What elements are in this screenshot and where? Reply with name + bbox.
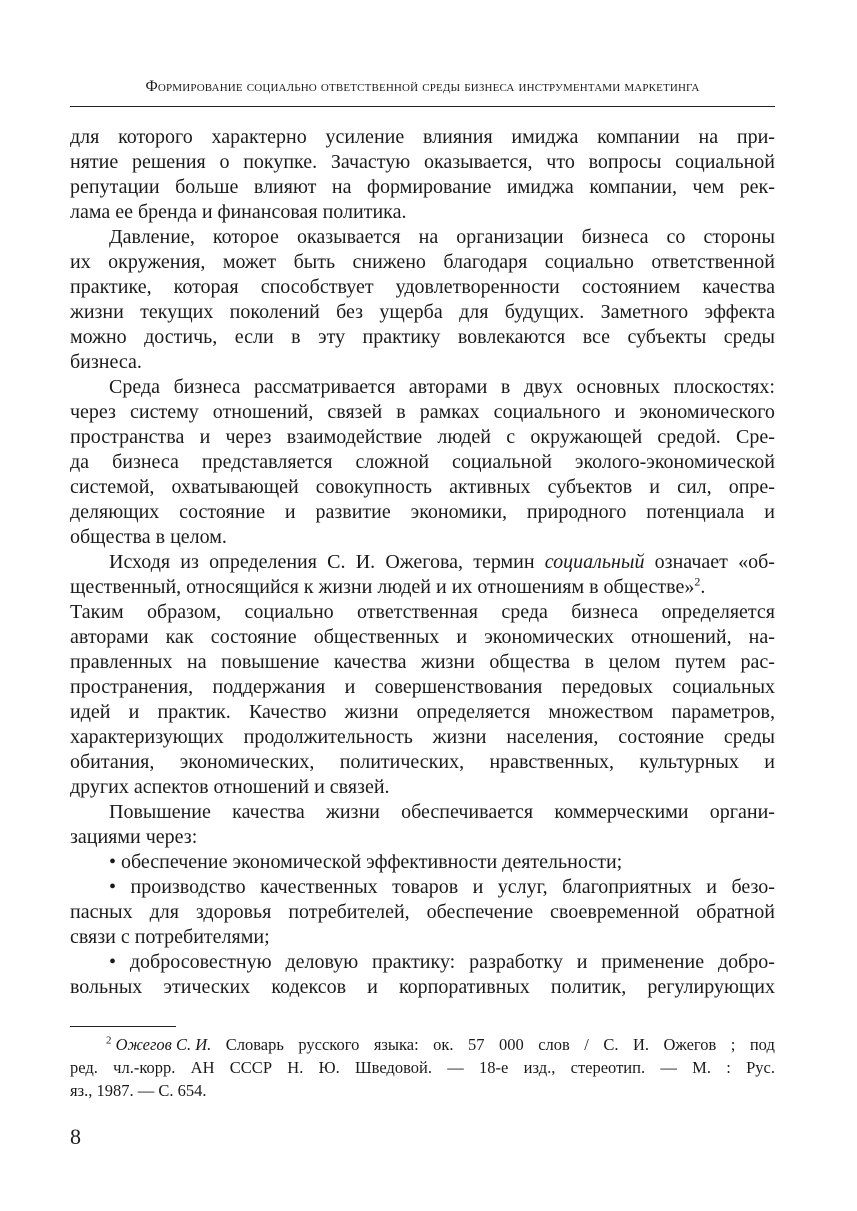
- word: покупке.: [243, 151, 318, 173]
- word: жизни: [344, 701, 399, 723]
- word: •: [109, 876, 117, 898]
- word: авторами: [408, 376, 488, 398]
- word: /: [584, 1035, 589, 1054]
- word: русского: [298, 1035, 360, 1054]
- word: •: [109, 951, 117, 973]
- word: обеспечение: [426, 901, 534, 923]
- word: их: [70, 251, 91, 273]
- word: социально: [244, 601, 334, 623]
- text-line-ozhegov: [70, 550, 775, 575]
- word: безо-: [731, 876, 775, 898]
- word: поддержания: [212, 676, 326, 698]
- word: Рус.: [746, 1058, 775, 1077]
- word: идей: [70, 701, 111, 723]
- word: на: [187, 651, 207, 673]
- word: правленных: [70, 651, 173, 673]
- word: средой.: [657, 426, 721, 448]
- bullet-item: [70, 950, 775, 975]
- word: рек-: [739, 176, 775, 198]
- word: характеризующих: [70, 726, 224, 748]
- word: вольных: [70, 976, 143, 998]
- word: общественных: [313, 626, 440, 648]
- word: Зачастую: [330, 151, 411, 173]
- footnote-lead: [106, 1033, 211, 1056]
- word: означает: [654, 551, 728, 573]
- word: для: [149, 901, 179, 923]
- word: совокупность: [315, 476, 433, 498]
- word: социальной: [675, 151, 775, 173]
- word: И.: [632, 1035, 650, 1054]
- word: обитания,: [70, 751, 155, 773]
- word: влияния: [422, 126, 493, 148]
- word: экономических: [484, 626, 614, 648]
- text-line: [70, 475, 775, 500]
- text-line: [70, 425, 775, 450]
- word: в: [500, 376, 511, 398]
- word: опре-: [728, 476, 775, 498]
- word: определения: [209, 551, 317, 573]
- word: ответственной: [651, 251, 775, 273]
- text-line: [70, 600, 775, 625]
- word: благоприятных: [562, 876, 692, 898]
- word: больше: [175, 176, 239, 198]
- word: социально: [544, 251, 634, 273]
- word: 000: [499, 1035, 524, 1054]
- word: и: [456, 626, 468, 648]
- word: субъектов: [547, 476, 633, 498]
- word: «об-: [738, 551, 775, 573]
- word: состоянием: [581, 276, 681, 298]
- word: Повышение: [109, 801, 211, 823]
- text-line: [70, 975, 775, 1000]
- word: развитие: [315, 501, 391, 523]
- word: и: [764, 751, 775, 773]
- bullet-item: • обеспечение экономической эффективности деятельности;: [109, 851, 623, 873]
- word: АН: [190, 1058, 215, 1077]
- word: на: [331, 176, 352, 198]
- word: можно: [70, 326, 127, 348]
- word: ответственная: [357, 601, 478, 623]
- word: что: [546, 151, 575, 173]
- word: своевременной: [550, 901, 680, 923]
- text-line: [70, 500, 775, 525]
- word: на: [418, 226, 439, 248]
- word: компании: [597, 126, 680, 148]
- word: как: [165, 626, 194, 648]
- word: совершенствования: [374, 676, 543, 698]
- word: стороны: [703, 226, 775, 248]
- word: и: [367, 976, 378, 998]
- word: да: [70, 451, 90, 473]
- word: текущих: [140, 301, 214, 323]
- word: природного: [526, 501, 627, 523]
- word: взаимодействие: [286, 426, 423, 448]
- text-line: [70, 650, 775, 675]
- word: в: [396, 401, 406, 423]
- word: повышение: [221, 651, 320, 673]
- word: и: [614, 401, 626, 423]
- word: и: [649, 476, 660, 498]
- text-line: общества в целом.: [70, 526, 227, 548]
- word: С.: [603, 1035, 619, 1054]
- word: ;: [730, 1035, 736, 1054]
- word: кодексов: [271, 976, 347, 998]
- word: изд.,: [523, 1058, 556, 1077]
- footnote-rule: [70, 1026, 176, 1027]
- word: имиджа: [511, 126, 579, 148]
- italic-term: социальный: [544, 551, 645, 573]
- word: —: [447, 1058, 464, 1077]
- word: регулирующих: [647, 976, 775, 998]
- word: среда: [501, 601, 548, 623]
- word: общества: [489, 651, 571, 673]
- word: этических: [163, 976, 251, 998]
- text-line: других аспектов отношений и связей.: [70, 776, 390, 798]
- word: качественных: [260, 876, 378, 898]
- word: активных: [449, 476, 531, 498]
- book-page: [70, 0, 775, 1211]
- word: рас-: [740, 651, 775, 673]
- word: поколений: [229, 301, 320, 323]
- word: жизни: [70, 301, 124, 323]
- word: влияют: [253, 176, 317, 198]
- word: ред.: [70, 1058, 98, 1077]
- word: под: [749, 1035, 775, 1054]
- word: достичь,: [144, 326, 218, 348]
- word: добро-: [717, 951, 775, 973]
- text-line: лама ее бренда и финансовая политика.: [70, 201, 407, 223]
- word: деляющих: [70, 501, 160, 523]
- word: эту: [318, 326, 346, 348]
- word: Шведовой.: [354, 1058, 432, 1077]
- word: обеспечивается: [401, 801, 534, 823]
- word: на: [698, 126, 719, 148]
- word: политических,: [339, 751, 465, 773]
- word: со: [666, 226, 686, 248]
- footnote-line: [70, 1056, 775, 1079]
- footnote: [70, 1033, 775, 1102]
- word: плоскостях:: [673, 376, 775, 398]
- header-rule: [70, 106, 775, 107]
- word: и: [344, 676, 356, 698]
- word: параметров,: [671, 701, 775, 723]
- word: снижено: [352, 251, 426, 273]
- word: практику: [362, 326, 441, 348]
- word: благодаря: [443, 251, 528, 273]
- text-line: [70, 675, 775, 700]
- word: Давление,: [109, 226, 195, 248]
- word: рамках: [419, 401, 480, 423]
- word: и: [284, 501, 296, 523]
- word: без: [336, 301, 364, 323]
- word: слов: [538, 1035, 570, 1054]
- word: компании,: [589, 176, 677, 198]
- word: нятие: [70, 151, 119, 173]
- text-line: [70, 400, 775, 425]
- word: культурных: [639, 751, 739, 773]
- word: 18-е: [479, 1058, 509, 1077]
- word: окружающей: [530, 426, 643, 448]
- word: в: [291, 326, 301, 348]
- word: будущих.: [504, 301, 585, 323]
- word: основных: [576, 376, 661, 398]
- word: и: [472, 876, 484, 898]
- text-line: [70, 175, 775, 200]
- word: здоровья: [195, 901, 272, 923]
- word: термин: [473, 551, 535, 573]
- word: оказывается,: [423, 151, 533, 173]
- word: если: [234, 326, 274, 348]
- word: Ю.: [318, 1058, 340, 1077]
- text-line: [70, 725, 775, 750]
- word: потребителей,: [288, 901, 410, 923]
- word: при-: [736, 126, 775, 148]
- word: отношений,: [631, 626, 732, 648]
- word: социальной: [452, 451, 552, 473]
- word: представляется: [201, 451, 333, 473]
- word: населения,: [506, 726, 599, 748]
- word: передовых: [561, 676, 654, 698]
- word: И.: [355, 551, 376, 573]
- word: характерно: [211, 126, 307, 148]
- word: окружения,: [108, 251, 206, 273]
- word: среды: [723, 726, 775, 748]
- word: в: [584, 651, 595, 673]
- word: Качество: [248, 701, 327, 723]
- word: множеством: [548, 701, 654, 723]
- word: пространения,: [70, 676, 194, 698]
- text-line: [70, 250, 775, 275]
- word: применение: [601, 951, 705, 973]
- word: коммерческими: [554, 801, 689, 823]
- word: бизнеса: [571, 601, 639, 623]
- word: Среда: [109, 376, 161, 398]
- word: о: [219, 151, 230, 173]
- word: решения: [131, 151, 206, 173]
- word: Ожегова,: [385, 551, 463, 573]
- word: жизни: [421, 651, 475, 673]
- word: вовлекаются: [457, 326, 566, 348]
- word: эколого-экономической: [574, 451, 775, 473]
- text-line: [70, 125, 775, 150]
- footnote-line: яз., 1987. — С. 654.: [70, 1081, 207, 1100]
- word: состояние: [618, 726, 705, 748]
- text-line: бизнеса.: [70, 351, 142, 373]
- page-number: 8: [70, 1124, 81, 1149]
- word: целом: [608, 651, 661, 673]
- word: способствует: [260, 276, 374, 298]
- text-line-quote: [70, 575, 775, 600]
- word: субъекты: [627, 326, 707, 348]
- word: качества: [232, 801, 305, 823]
- word: и: [128, 701, 140, 723]
- word: стереотип.: [570, 1058, 646, 1077]
- text-line: зациями через:: [70, 826, 198, 848]
- word: языка:: [373, 1035, 419, 1054]
- word: которая: [173, 276, 239, 298]
- text-line: [70, 450, 775, 475]
- word: экономических,: [179, 751, 315, 773]
- text-line: [70, 750, 775, 775]
- word: пространства: [70, 426, 185, 448]
- word: состояние: [210, 626, 297, 648]
- word: имиджа: [506, 176, 574, 198]
- word: пасных: [70, 901, 133, 923]
- word: удовлетворенности: [395, 276, 560, 298]
- text-line: [70, 375, 775, 400]
- word: рассматривается: [254, 376, 396, 398]
- word: которое: [212, 226, 279, 248]
- word: Сре-: [736, 426, 775, 448]
- word: сил,: [677, 476, 712, 498]
- word: чл.-корр.: [113, 1058, 176, 1077]
- word: определяется: [661, 601, 775, 623]
- word: ущерба: [379, 301, 443, 323]
- text-line: [70, 150, 775, 175]
- word: и: [199, 426, 211, 448]
- word: с: [506, 426, 516, 448]
- word: все: [582, 326, 611, 348]
- text-fragment: щественный, относящийся к жизни людей и их отношениям в обществе»: [70, 576, 695, 598]
- word: бизнеса: [112, 451, 179, 473]
- text-line: связи с потребителями;: [70, 926, 270, 948]
- text-line: [70, 275, 775, 300]
- word: усиление: [325, 126, 405, 148]
- footnote-number: 2: [106, 1034, 112, 1047]
- word: социального: [493, 401, 601, 423]
- word: людей: [437, 426, 492, 448]
- word: С.: [327, 551, 346, 573]
- word: системой,: [70, 476, 155, 498]
- word: корпоративных: [398, 976, 530, 998]
- word: практике,: [70, 276, 152, 298]
- word: эффекта: [704, 301, 775, 323]
- word: обратной: [696, 901, 775, 923]
- word: бизнеса: [173, 376, 241, 398]
- word: —: [660, 1058, 677, 1077]
- word: отношений,: [212, 401, 314, 423]
- word: социальных: [672, 676, 775, 698]
- word: через: [225, 426, 272, 448]
- text-line: [70, 300, 775, 325]
- text-line: [70, 800, 775, 825]
- bullet-item: [70, 875, 775, 900]
- word: охватывающей: [171, 476, 299, 498]
- word: практик.: [157, 701, 231, 723]
- word: вопросы: [588, 151, 662, 173]
- footnote-author: Ожегов С. И.: [115, 1035, 212, 1054]
- word: услуг,: [497, 876, 548, 898]
- word: на-: [748, 626, 775, 648]
- word: Словарь: [225, 1035, 284, 1054]
- word: из: [180, 551, 199, 573]
- word: качества: [702, 276, 775, 298]
- word: товаров: [392, 876, 459, 898]
- text-line: [70, 900, 775, 925]
- word: жизни: [432, 726, 487, 748]
- word: репутации: [70, 176, 160, 198]
- word: Н.: [287, 1058, 304, 1077]
- word: может: [222, 251, 277, 273]
- word: быть: [293, 251, 336, 273]
- word: :: [726, 1058, 731, 1077]
- word: экономики,: [410, 501, 508, 523]
- word: двух: [523, 376, 563, 398]
- text-line: [70, 225, 775, 250]
- word: М.: [692, 1058, 711, 1077]
- word: Ожегов: [663, 1035, 717, 1054]
- word: добросовестную: [129, 951, 272, 973]
- main-text: [70, 125, 775, 1000]
- word: разработку: [469, 951, 563, 973]
- word: практику:: [372, 951, 456, 973]
- word: бизнеса: [581, 226, 649, 248]
- word: связей: [327, 401, 383, 423]
- word: потенциала: [646, 501, 745, 523]
- word: систему: [130, 401, 199, 423]
- word: организации: [456, 226, 564, 248]
- text-line: [70, 700, 775, 725]
- word: определяется: [416, 701, 531, 723]
- running-head: Формирование социально ответственной среды бизнеса инструментами маркетинга: [145, 78, 700, 95]
- word: качества: [333, 651, 407, 673]
- word: нравственных,: [489, 751, 615, 773]
- footnote-ref[interactable]: 2: [694, 574, 701, 589]
- word: и: [764, 501, 775, 523]
- word: 57: [468, 1035, 485, 1054]
- word: Исходя: [109, 551, 171, 573]
- word: Таким: [70, 601, 124, 623]
- word: СССР: [229, 1058, 272, 1077]
- word: оказывается: [296, 226, 401, 248]
- word: путем: [674, 651, 726, 673]
- word: и: [706, 876, 717, 898]
- word: образом,: [147, 601, 222, 623]
- word: среды: [723, 326, 775, 348]
- word: ок.: [433, 1035, 454, 1054]
- word: сложной: [355, 451, 430, 473]
- word: производство: [130, 876, 246, 898]
- text-line: [70, 625, 775, 650]
- word: деловую: [285, 951, 359, 973]
- word: жизни: [326, 801, 380, 823]
- footnote-line: [70, 1033, 775, 1056]
- word: состояние: [179, 501, 266, 523]
- word: чем: [692, 176, 725, 198]
- word: экономического: [639, 401, 775, 423]
- word: Заметного: [600, 301, 689, 323]
- word: продолжительность: [243, 726, 413, 748]
- word: которого: [118, 126, 193, 148]
- text-line: [70, 325, 775, 350]
- word: авторами: [70, 626, 149, 648]
- word: через: [70, 401, 116, 423]
- word: формирование: [367, 176, 492, 198]
- word: органи-: [709, 801, 775, 823]
- word: политик,: [550, 976, 627, 998]
- word: и: [576, 951, 588, 973]
- word: для: [459, 301, 489, 323]
- word: для: [70, 126, 100, 148]
- text-fragment: .: [700, 576, 706, 598]
